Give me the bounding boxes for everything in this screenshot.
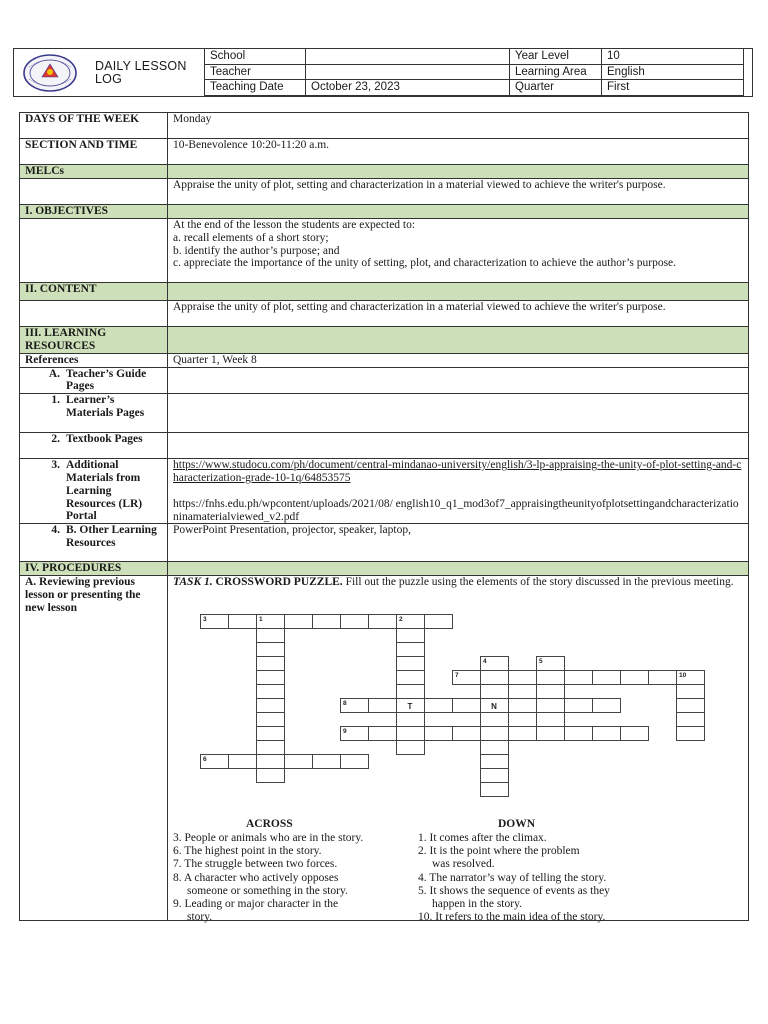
- teaching-date-label: Teaching Date: [205, 80, 306, 96]
- resources-label: III. LEARNING RESOURCES: [20, 327, 168, 354]
- crossword-cell[interactable]: [565, 671, 593, 685]
- year-level-value: 10: [602, 49, 744, 65]
- resource-row-teachers-guide: [20, 367, 749, 394]
- deped-seal-logo: [20, 53, 80, 93]
- year-level-label: Year Level: [510, 49, 602, 65]
- learning-area-value: English: [602, 64, 744, 80]
- references-value: Quarter 1, Week 8: [168, 353, 749, 367]
- objectives-row: [20, 219, 749, 283]
- crossword-cell[interactable]: [537, 671, 565, 685]
- crossword-cell[interactable]: [509, 671, 537, 685]
- down-clue: was resolved.: [432, 858, 495, 871]
- crossword-cell[interactable]: [677, 699, 705, 713]
- across-clue: 7. The struggle between two forces.: [173, 858, 338, 871]
- item-number: 3.: [51, 459, 60, 472]
- crossword-cell[interactable]: [341, 755, 369, 769]
- across-clue: 3. People or animals who are in the story.: [173, 831, 364, 844]
- crossword-cell[interactable]: [257, 671, 285, 685]
- crossword-cell[interactable]: [537, 713, 565, 727]
- header-row-date: [205, 80, 744, 96]
- references-row: [20, 353, 749, 367]
- clue-number-10: 10: [679, 672, 687, 680]
- down-clue: 2. It is the point where the problem: [418, 844, 580, 857]
- header-row-teacher: [205, 64, 744, 80]
- resource-row-learners-materials: [20, 394, 749, 433]
- lesson-plan-table: [19, 112, 749, 924]
- item-label: Additional Materials from Learning Resources (LR) Portal: [66, 459, 143, 523]
- school-value: [306, 49, 510, 65]
- crossword-cell[interactable]: [621, 727, 649, 741]
- crossword-cell[interactable]: [481, 755, 509, 769]
- item-value: PowerPoint Presentation, projector, speaker, laptop,: [168, 524, 749, 562]
- clue-number-9: 9: [343, 728, 347, 736]
- procedure-a-row: [20, 576, 749, 921]
- crossword-cell[interactable]: [257, 741, 285, 755]
- down-clue: 4. The narrator’s way of telling the story.: [418, 871, 607, 884]
- header-info-table: [204, 48, 744, 96]
- task-number: TASK 1.: [173, 576, 213, 589]
- across-clue: someone or something in the story.: [187, 884, 348, 897]
- resource-row-lr-portal: [20, 459, 749, 524]
- resource-row-textbook: [20, 433, 749, 459]
- across-heading: ACROSS: [246, 818, 293, 831]
- objectives-header-row: [20, 205, 749, 219]
- crossword-cell[interactable]: [453, 727, 481, 741]
- task-title: CROSSWORD PUZZLE.: [215, 576, 343, 589]
- lesson-log-header: [13, 48, 753, 97]
- melcs-label: MELCs: [20, 165, 168, 179]
- crossword-cell[interactable]: [481, 685, 509, 699]
- crossword-cell[interactable]: [677, 713, 705, 727]
- crossword-cell[interactable]: [509, 727, 537, 741]
- objective-intro: At the end of the lesson the students are expected to:: [173, 219, 416, 231]
- crossword-cell[interactable]: [565, 699, 593, 713]
- fnhs-link-text: https://fnhs.edu.ph/wpcontent/uploads/2021/08/ english10_q1_mod3of7_appraisingtheunityofplotsettingandcharacterizationinamaterialviewed_v2.pdf: [173, 497, 739, 523]
- clue-number-1: 1: [259, 616, 263, 624]
- procedure-a-label: A. Reviewing previous lesson or presenting the new lesson: [20, 576, 168, 921]
- item-number: 4.: [51, 524, 60, 537]
- crossword-cell[interactable]: [593, 727, 621, 741]
- crossword-cell[interactable]: [677, 685, 705, 699]
- section-value: 10-Benevolence 10:20-11:20 a.m.: [168, 139, 749, 165]
- clue-number-6: 6: [203, 756, 207, 764]
- resources-header-row: [20, 327, 749, 354]
- crossword-cell[interactable]: [453, 699, 481, 713]
- resource-row-other: [20, 524, 749, 562]
- prefilled-letter: T: [407, 702, 413, 712]
- crossword-cell[interactable]: [369, 615, 397, 629]
- crossword-cell[interactable]: [425, 727, 453, 741]
- objective-c: c. appreciate the importance of the unity of setting, plot, and characterization to achieve the author’s purpose.: [173, 257, 677, 270]
- document-title: DAILY LESSON LOG: [95, 59, 187, 86]
- section-label: SECTION AND TIME: [20, 139, 168, 165]
- crossword-cell[interactable]: [621, 671, 649, 685]
- clue-number-8: 8: [343, 700, 347, 708]
- crossword-cell[interactable]: [257, 713, 285, 727]
- crossword-cell[interactable]: [481, 713, 509, 727]
- header-row-school: [205, 49, 744, 65]
- crossword-cell[interactable]: [565, 727, 593, 741]
- across-clue: story.: [187, 911, 213, 924]
- content-label: II. CONTENT: [20, 283, 168, 301]
- teaching-date-value: October 23, 2023: [306, 80, 510, 96]
- crossword-cell[interactable]: [257, 699, 285, 713]
- down-clue: 5. It shows the sequence of events as they: [418, 884, 610, 897]
- item-label: Textbook Pages: [66, 433, 143, 446]
- across-clue: 6. The highest point in the story.: [173, 844, 322, 857]
- crossword-cell[interactable]: [257, 643, 285, 657]
- teacher-value: [306, 64, 510, 80]
- crossword-cell[interactable]: [369, 727, 397, 741]
- crossword-cell[interactable]: [537, 685, 565, 699]
- days-label: DAYS OF THE WEEK: [20, 113, 168, 139]
- clue-number-2: 2: [399, 616, 403, 624]
- crossword-cell[interactable]: [397, 657, 425, 671]
- crossword-cell[interactable]: [425, 699, 453, 713]
- item-label: Learner’s Materials Pages: [66, 394, 145, 419]
- quarter-label: Quarter: [510, 80, 602, 96]
- crossword-cell[interactable]: [257, 769, 285, 783]
- crossword-grid: [200, 614, 720, 809]
- down-heading: DOWN: [498, 818, 536, 831]
- crossword-cell[interactable]: [257, 629, 285, 643]
- item-value: [168, 433, 749, 459]
- objective-a: a. recall elements of a short story;: [173, 231, 329, 244]
- crossword-cell[interactable]: [397, 671, 425, 685]
- crossword-cell[interactable]: [397, 727, 425, 741]
- crossword-cell[interactable]: [285, 755, 313, 769]
- item-number: A.: [48, 367, 60, 380]
- crossword-cell[interactable]: [481, 783, 509, 797]
- item-value: [168, 394, 749, 433]
- crossword-cell[interactable]: [257, 755, 285, 769]
- item-number: 1.: [51, 394, 60, 407]
- crossword-cell[interactable]: [285, 615, 313, 629]
- objective-b: b. identify the author’s purpose; and: [173, 244, 340, 257]
- school-label: School: [205, 49, 306, 65]
- objectives-list: [168, 219, 749, 283]
- references-label: References: [20, 353, 168, 367]
- crossword-cell[interactable]: [397, 629, 425, 643]
- quarter-value: First: [602, 80, 744, 96]
- crossword-task: [173, 576, 743, 924]
- down-clue: 1. It comes after the climax.: [418, 831, 547, 844]
- down-clue: happen in the story.: [432, 898, 522, 911]
- content-row: [20, 301, 749, 327]
- crossword-cell[interactable]: [481, 741, 509, 755]
- crossword-cell[interactable]: [537, 727, 565, 741]
- item-value: [168, 367, 749, 394]
- days-row: [20, 113, 749, 139]
- prefilled-letter: N: [491, 702, 497, 712]
- clue-number-5: 5: [539, 658, 543, 666]
- crossword-cell[interactable]: [397, 713, 425, 727]
- crossword-cell[interactable]: [341, 615, 369, 629]
- clue-number-3: 3: [203, 616, 207, 624]
- crossword-cell[interactable]: [229, 755, 257, 769]
- content-header-row: [20, 283, 749, 301]
- crossword-cell[interactable]: [257, 727, 285, 741]
- across-clues: [173, 818, 363, 924]
- crossword-cell[interactable]: [397, 685, 425, 699]
- crossword-cell[interactable]: [677, 727, 705, 741]
- teacher-label: Teacher: [205, 64, 306, 80]
- objectives-label: I. OBJECTIVES: [20, 205, 168, 219]
- section-row: [20, 139, 749, 165]
- crossword-cell[interactable]: [229, 615, 257, 629]
- procedures-header-row: [20, 562, 749, 576]
- across-clue: 8. A character who actively opposes: [173, 871, 339, 884]
- item-label: B. Other Learning Resources: [66, 524, 157, 550]
- crossword-cell[interactable]: [481, 727, 509, 741]
- content-value: Appraise the unity of plot, setting and characterization in a material viewed to achieve the writer's purpose.: [168, 301, 749, 327]
- crossword-cell[interactable]: [481, 671, 509, 685]
- learning-area-label: Learning Area: [510, 64, 602, 80]
- task-text: Fill out the puzzle using the elements of the story discussed in the previous meeting.: [345, 576, 734, 589]
- crossword-cell[interactable]: [257, 685, 285, 699]
- crossword-cell[interactable]: [593, 699, 621, 713]
- crossword-cell[interactable]: [481, 769, 509, 783]
- crossword-cell[interactable]: [425, 615, 453, 629]
- down-clues: [418, 818, 610, 924]
- melcs-header-row: [20, 165, 749, 179]
- crossword-cell[interactable]: [649, 671, 677, 685]
- days-value: Monday: [168, 113, 749, 139]
- down-clue: 10. It refers to the main idea of the story.: [418, 911, 606, 924]
- crossword-cell[interactable]: [313, 615, 341, 629]
- crossword-cell[interactable]: [313, 755, 341, 769]
- melcs-row: [20, 179, 749, 205]
- crossword-cell[interactable]: [369, 699, 397, 713]
- item-label: Teacher’s Guide Pages: [66, 367, 147, 393]
- crossword-cell[interactable]: [593, 671, 621, 685]
- crossword-cell[interactable]: [257, 657, 285, 671]
- across-clue: 9. Leading or major character in the: [173, 898, 339, 911]
- crossword-cell[interactable]: [397, 741, 425, 755]
- crossword-cell[interactable]: [537, 699, 565, 713]
- clue-number-4: 4: [483, 658, 487, 666]
- task-instructions: [173, 576, 743, 589]
- procedures-label: IV. PROCEDURES: [20, 562, 168, 576]
- studocu-link[interactable]: https://www.studocu.com/ph/document/central-mindanao-university/english/3-lp-appraising-the-unity-of-plot-setting-and-characterization-grade-10-1q/64853575: [173, 459, 742, 484]
- crossword-cell[interactable]: [509, 699, 537, 713]
- melcs-value: Appraise the unity of plot, setting and characterization in a material viewed to achieve the writer's purpose.: [168, 179, 749, 205]
- clue-number-7: 7: [455, 672, 459, 680]
- crossword-cell[interactable]: [397, 643, 425, 657]
- item-number: 2.: [51, 433, 60, 446]
